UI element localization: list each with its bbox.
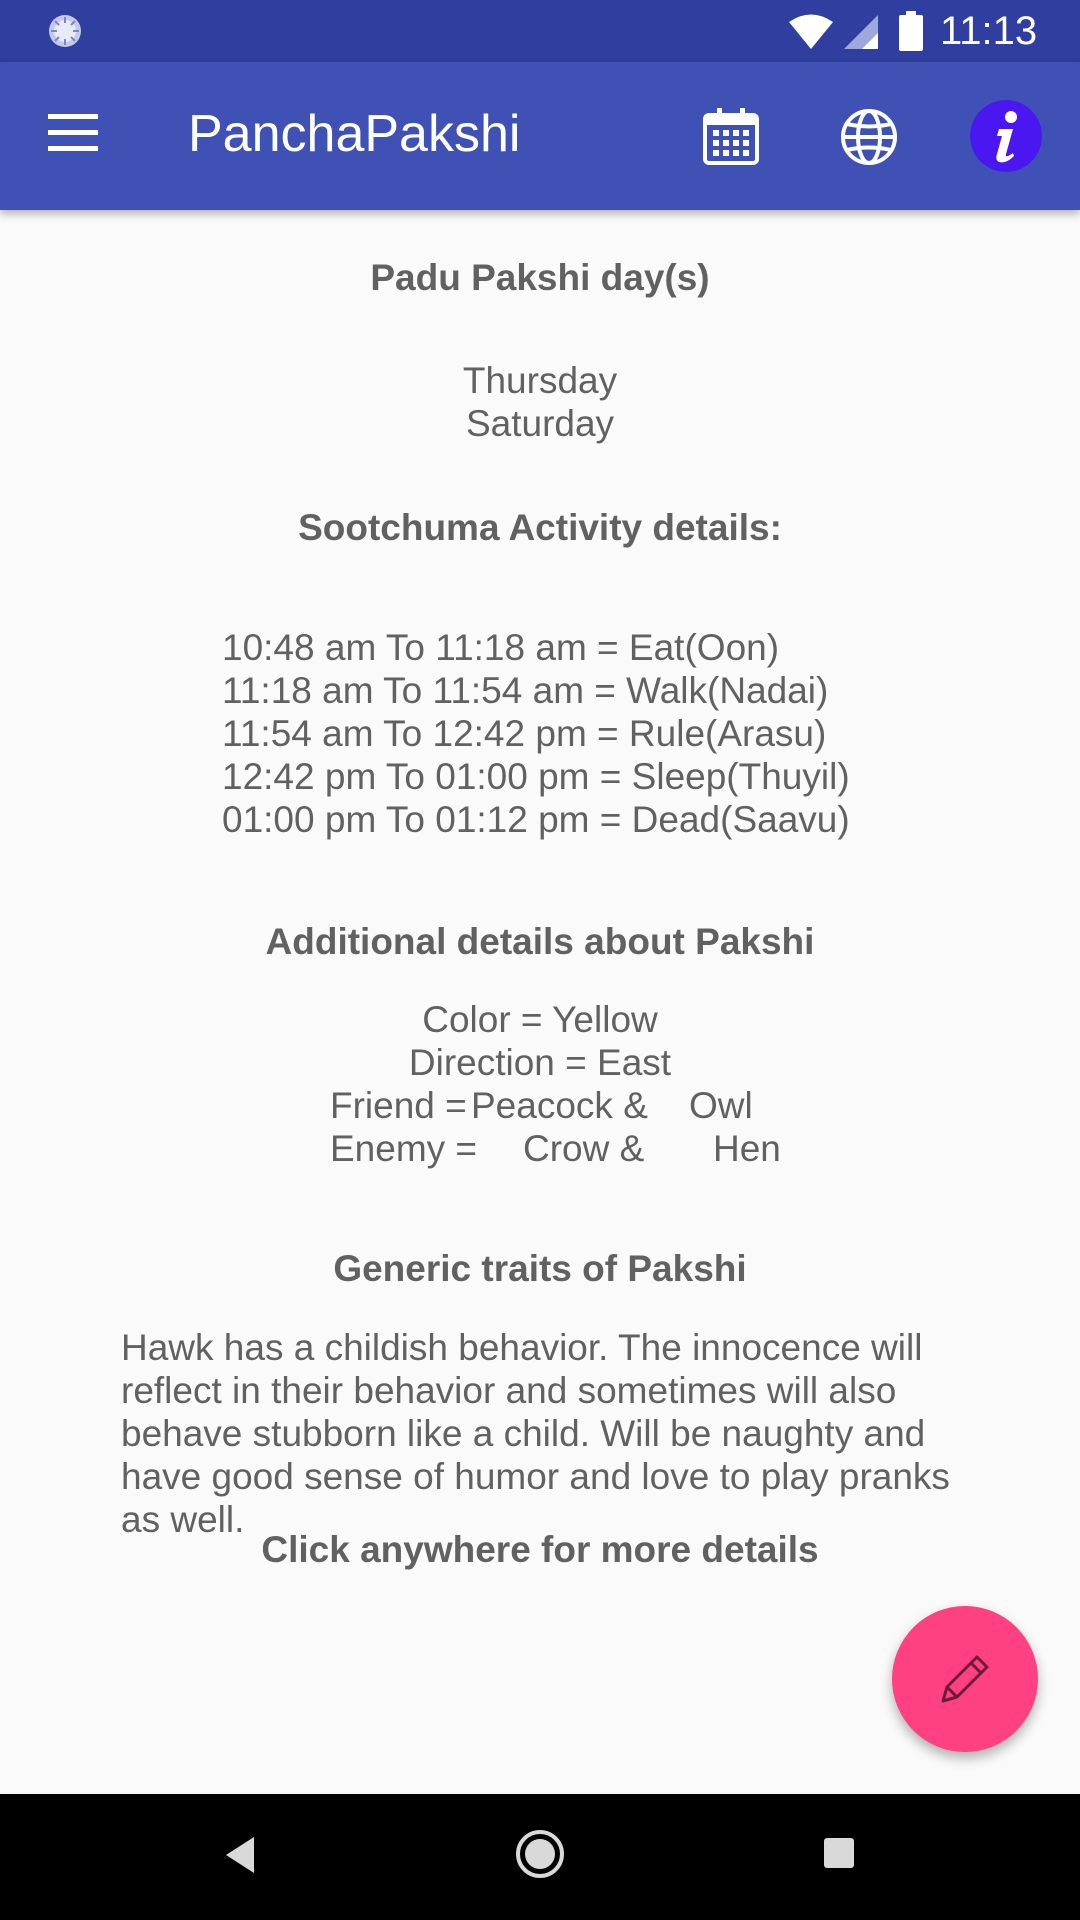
friend-label: Friend = [330, 1085, 467, 1126]
color-detail: Color = Yellow [422, 999, 658, 1040]
padu-day: Saturday [465, 403, 615, 444]
additional-heading: Additional details about Pakshi [265, 921, 815, 962]
info-icon [970, 100, 1042, 172]
pakshi-details[interactable] [0, 210, 1080, 1794]
activity-line: 01:00 pm To 01:12 pm = Dead(Saavu) [222, 799, 850, 840]
enemy-first: Crow & [523, 1128, 645, 1169]
enemy-second: Hen [713, 1128, 781, 1169]
padu-heading: Padu Pakshi day(s) [370, 257, 710, 298]
more-details-prompt[interactable]: Click anywhere for more details [261, 1529, 819, 1570]
friend-second: Owl [689, 1085, 753, 1126]
globe-icon[interactable] [838, 106, 900, 168]
pencil-icon [933, 1647, 997, 1711]
home-icon[interactable] [514, 1828, 566, 1880]
edit-fab[interactable] [892, 1606, 1038, 1752]
padu-day: Thursday [462, 360, 618, 401]
activity-line: 12:42 pm To 01:00 pm = Sleep(Thuyil) [222, 756, 850, 797]
activity-line: 11:54 am To 12:42 pm = Rule(Arasu) [222, 713, 827, 754]
traits-text: Hawk has a childish behavior. The innocence will reflect in their behavior and sometimes will also behave stubborn like a child. Will be naughty and have good sense of humor and love to play pranks as well. [121, 1327, 950, 1540]
activity-line: 11:18 am To 11:54 am = Walk(Nadai) [222, 670, 829, 711]
signal-icon [842, 13, 880, 51]
recents-icon[interactable] [822, 1836, 856, 1870]
system-nav-bar [0, 1794, 1080, 1920]
traits-heading: Generic traits of Pakshi [333, 1248, 747, 1289]
loader-icon [46, 12, 84, 50]
status-time: 11:13 [940, 9, 1038, 53]
info-button[interactable] [970, 100, 1042, 172]
calendar-icon[interactable] [700, 106, 762, 168]
status-bar [0, 0, 1080, 62]
wifi-icon [788, 13, 834, 51]
activity-line: 10:48 am To 11:18 am = Eat(Oon) [222, 627, 780, 668]
direction-detail: Direction = East [408, 1042, 672, 1083]
app-title: PanchaPakshi [188, 105, 521, 163]
app-toolbar [0, 62, 1080, 210]
menu-icon[interactable] [46, 112, 100, 154]
friend-first: Peacock & [471, 1085, 648, 1126]
enemy-label: Enemy = [330, 1128, 478, 1169]
battery-icon [898, 11, 924, 51]
sootchuma-heading: Sootchuma Activity details: [298, 507, 782, 548]
back-icon[interactable] [222, 1834, 258, 1876]
